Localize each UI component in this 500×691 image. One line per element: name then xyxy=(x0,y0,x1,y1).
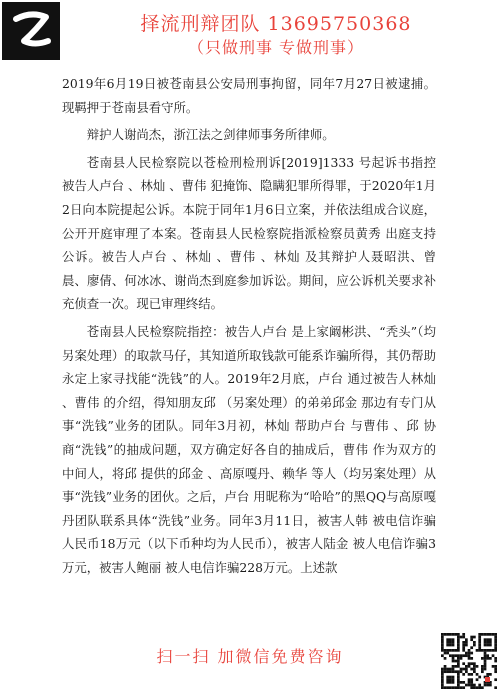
header-subtitle: （只做刑事 专做刑事） xyxy=(187,38,365,57)
z-logo-icon xyxy=(2,2,60,60)
wechat-cta: 扫一扫 加微信免费咨询 xyxy=(156,647,344,666)
qr-code-icon[interactable] xyxy=(441,633,497,689)
paragraph-detention: 2019年6月19日被苍南县公安局刑事拘留，同年7月27日被逮捕。现羁押于苍南县看守所。 xyxy=(62,76,436,115)
judgment-text xyxy=(62,72,436,583)
paragraph-charges: 苍南县人民检察院指控：被告人卢台 是上家阚彬洪、“秃头”（均另案处理）的取款马仔，其知道所取钱款可能系诈骗所得，其仍帮助永定上家寻找能“洗钱”的人。2019年2月底，卢台 通过被告人林灿 、曹伟 的介绍，得知朋友邱 （另案处理）的弟弟邱金 那边有专门从事“洗钱”业务的团队。同年3月初，林灿 帮助卢台 与曹伟 、邱 协商“洗钱”的抽成问题，双方确定好各自的抽成后，曹伟 作为双方的中间人，将邱 提供的邱金 、高原嘎丹、赖华 等人（均另案处理）从事“洗钱”业务的团伙。之后，卢台 用昵称为“哈哈”的黑QQ与高原嘎丹团队联系具体“洗钱”业务。同年3月11日，被害人韩 被电信诈骗人民币18万元（以下币种均为人民币），被害人陆金 被人电信诈骗3万元，被害人鲍丽 被人电信诈骗228万元。上述款 xyxy=(62,323,436,575)
paragraph-prosecution: 苍南县人民检察院以苍检刑检刑诉[2019]1333 号起诉书指控被告人卢台 、林灿 、曹伟 犯掩饰、隐瞒犯罪所得罪，于2020年1月2日向本院提起公诉。本院于同年1月6日立案，并依法组成合议庭，公开开庭审理了本案。苍南县人民检察院指派检察员黄秀 出庭支持公诉。被告人卢台 、林灿 、曹伟 、林灿 及其辩护人聂昭洪、曾晨、廖倩、何冰冰、谢尚杰到庭参加诉讼。期间，应公诉机关要求补充侦查一次。现已审理终结。 xyxy=(62,154,436,312)
page-header xyxy=(0,0,500,62)
paragraph-defender: 辩护人谢尚杰，浙江法之剑律师事务所律师。 xyxy=(86,127,335,143)
header-title: 择流刑辩团队 13695750368 xyxy=(140,13,412,35)
